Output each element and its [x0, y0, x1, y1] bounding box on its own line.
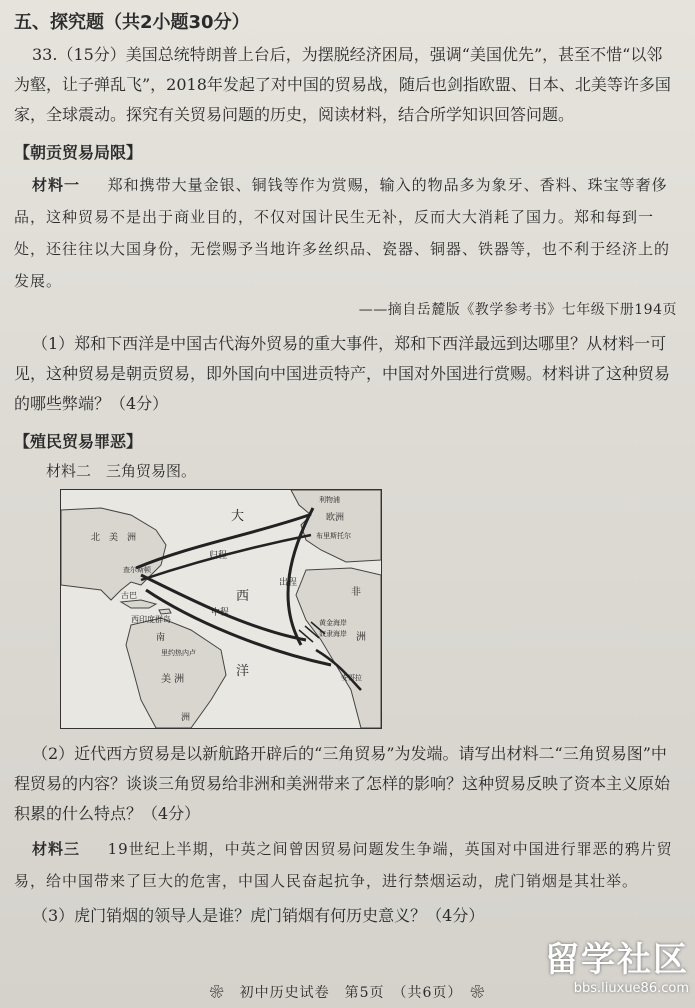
label-south-america-1: 南 — [156, 633, 166, 643]
site-watermark — [545, 932, 689, 996]
africa-coast — [296, 568, 381, 728]
label-cuba: 古巴 — [121, 591, 137, 600]
label-charleston: 查尔斯顿 — [123, 566, 151, 574]
label-zhongcheng: 中程 — [211, 608, 230, 618]
triangle-trade-map — [60, 489, 382, 729]
material-1 — [14, 169, 677, 297]
label-xi: 西 — [236, 589, 250, 604]
label-bristol: 布里斯托尔 — [316, 532, 351, 540]
label-gold-coast: 黄金海岸 — [319, 619, 347, 627]
label-angola: 安哥拉 — [341, 674, 362, 682]
north-america-coast — [61, 508, 166, 600]
label-da: 大 — [231, 509, 245, 524]
material-3 — [14, 833, 677, 897]
question-2: （2）近代西方贸易是以新航路开辟后的“三角贸易”为发端。请写出材料二“三角贸易图”中程贸易的内容？谈谈三角贸易给非洲和美洲带来了怎样的影响？这种贸易反映了资本主义原始积累的什么特点？（4分） — [14, 744, 671, 823]
section-title: 五、探究题（共2小题30分） — [14, 12, 250, 33]
part2-title: 【殖民贸易罪恶】 — [14, 432, 143, 451]
material-3-text: 19世纪上半期，中英之间曾因贸易问题发生争端，英国对中国进行罪恶的鸦片贸易，给中国带来了巨大的危害，中国人民奋起抗争，进行禁烟运动，虎门销烟是其壮举。 — [14, 840, 673, 890]
label-africa-2: 洲 — [356, 632, 366, 643]
question-33-intro: 33.（15分）美国总统特朗普上台后，为摆脱经济困局，强调“美国优先”，甚至不惜“以邻为壑，让子弹乱飞”，2018年发起了对中国的贸易战，随后也剑指欧盟、日本、北美等许多国家，全球震动。探究有关贸易问题的历史，阅读材料，结合所学知识回答问题。 — [14, 45, 671, 124]
page-footer: ❀ 初中历史试卷 第5页 （共6页） ❀ — [209, 985, 486, 1001]
watermark-url: bbs.liuxue86.com — [573, 981, 689, 996]
south-america-coast — [126, 618, 226, 728]
map-svg — [61, 490, 381, 728]
material-1-source: ——摘自岳麓版《教学参考书》七年级下册194页 — [358, 302, 677, 318]
material-3-label: 材料三 — [32, 840, 81, 858]
label-rio: 里约热内卢 — [161, 649, 196, 657]
material-2-label: 材料二 三角贸易图。 — [46, 462, 197, 480]
label-europe: 欧洲 — [326, 513, 345, 523]
question-1: （1）郑和下西洋是中国古代海外贸易的重大事件，郑和下西洋最远到达哪里？从材料一可见，这种贸易是朝贡贸易，即外国向中国进贡特产，中国对外国进行赏赐。材料讲了这种贸易的哪些弊端？（4分） — [14, 334, 671, 413]
label-liverpool: 利物浦 — [319, 496, 340, 504]
material-1-text: 郑和携带大量金银、铜钱等作为赏赐，输入的物品多为象牙、香料、珠宝等奢侈品，这种贸易不是出于商业目的，不仅对国计民生无补，反而大大消耗了国力。郑和每到一处，还往往以大国身份，无偿赐予当地许多丝织品、瓷器、铜器、铁器等，也不利于经济上的发展。 — [14, 176, 671, 290]
label-south-america-3: 洲 — [181, 713, 191, 723]
label-chucheng: 出程 — [279, 578, 298, 588]
label-north-america: 北 美 洲 — [91, 533, 137, 543]
watermark-logo-text: 留学社区 — [545, 940, 689, 980]
material-1-label: 材料一 — [32, 176, 81, 194]
question-3: （3）虎门销烟的领导人是谁？虎门销烟有何历史意义？（4分） — [32, 906, 485, 925]
label-africa-1: 非 — [351, 587, 361, 598]
label-yang: 洋 — [236, 664, 250, 679]
label-slave-coast: 奴隶海岸 — [319, 630, 347, 638]
label-west-indies: 西印度群岛 — [131, 615, 171, 624]
label-guiqi: 归程 — [209, 551, 228, 561]
label-south-america-2: 美 洲 — [161, 674, 185, 685]
part1-title: 【朝贡贸易局限】 — [14, 143, 143, 162]
